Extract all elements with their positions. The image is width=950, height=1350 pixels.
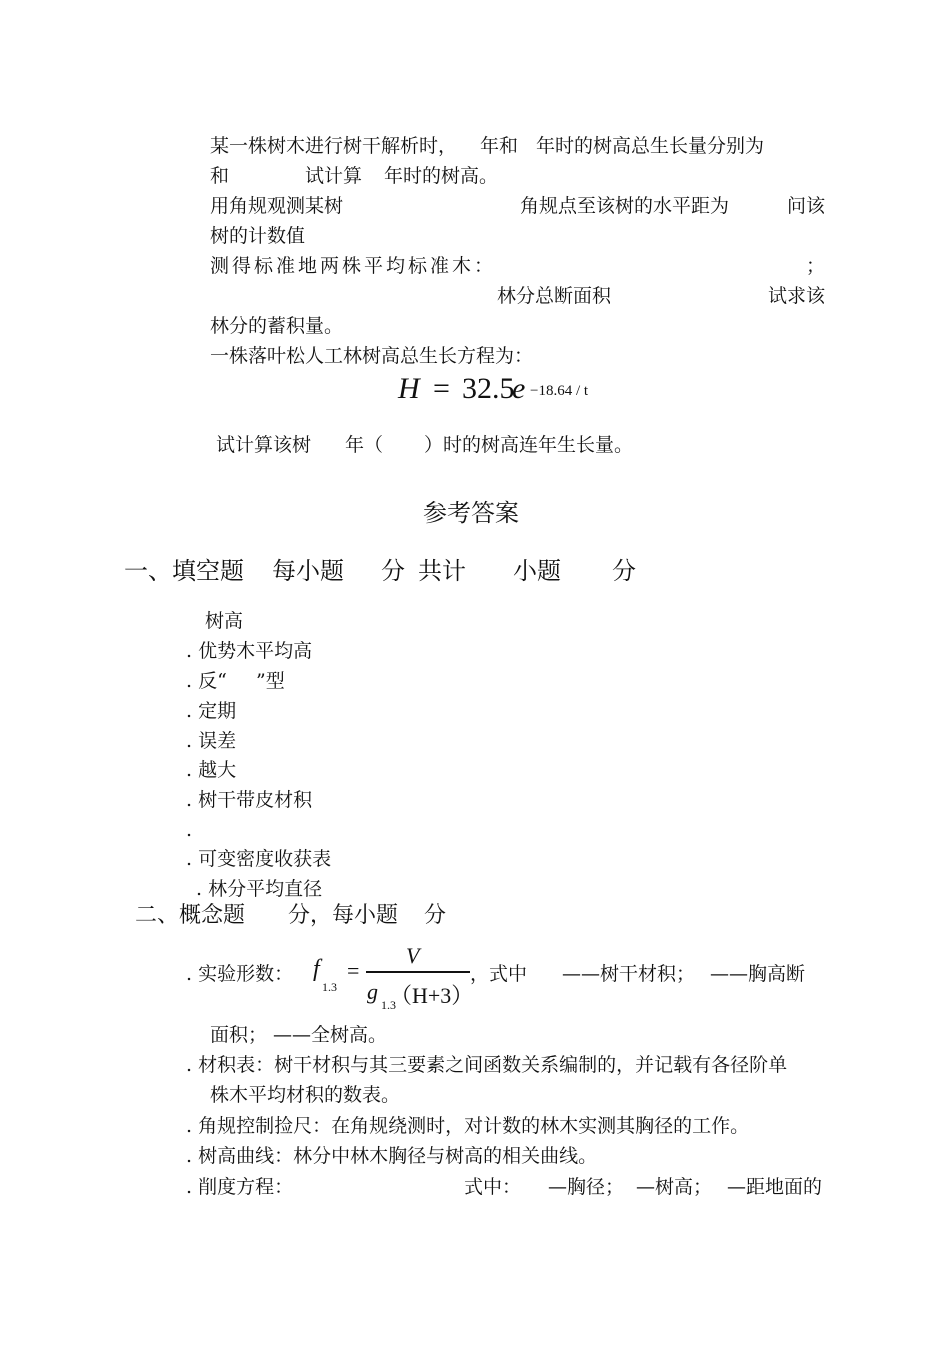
concept1-volume: ——树干材积；: [562, 963, 696, 985]
concept5-e: —距地面的: [727, 1176, 823, 1198]
section1-per-item: 每小题: [272, 557, 344, 585]
fill-answer-7: . 树干带皮材积: [186, 789, 313, 811]
concept5-b: 式中：: [464, 1176, 522, 1198]
concept1-line2: 面积； ——全树高。: [210, 1024, 388, 1046]
problem1-line1-a: 某一株树木进行树干解析时，: [210, 135, 458, 157]
fill-answer-2: . 优势木平均高: [186, 640, 313, 662]
problem4-line2-c: ）时的树高连年生长量。: [424, 434, 634, 456]
equation-base: e: [512, 372, 526, 405]
section2-points: 分: [424, 903, 447, 928]
fill-answer-8: .: [186, 819, 193, 841]
fraction-bar: [366, 971, 470, 973]
problem3-line1-b: ；: [806, 255, 826, 277]
problem3-line2-b: 试求该: [768, 285, 826, 307]
problem1-line2-a: 和: [210, 165, 230, 187]
problem2-line2: 树的计数值: [210, 225, 306, 247]
section1-total: 共计: [418, 557, 466, 585]
formula-f: f: [313, 956, 320, 982]
problem1-line1-b: 年和: [480, 135, 519, 157]
concept5-c: —胸径；: [548, 1176, 625, 1198]
problem4-line1: 一株落叶松人工林树高总生长方程为：: [210, 345, 534, 367]
problem4-line2-b: 年（: [345, 434, 384, 456]
problem3-line2-a: 林分总断面积: [497, 285, 612, 307]
formula-denominator-subscript: 1.3: [381, 998, 396, 1012]
problem2-line1-b: 角规点至该树的水平距为: [520, 195, 730, 217]
formula-equals: =: [347, 958, 360, 983]
concept5-a: . 削度方程：: [186, 1176, 294, 1198]
equation-coefficient: 32.5: [462, 372, 515, 405]
formula-numerator: V: [406, 943, 420, 968]
fill-answer-10: . 林分平均直径: [196, 878, 323, 900]
problem3-line1-a: 测得标准地两株平均标准木：: [210, 255, 497, 277]
concept1-prefix: . 实验形数：: [186, 963, 294, 985]
problem3-line3: 林分的蓄积量。: [210, 315, 344, 337]
section2-per-item: 分，每小题: [288, 903, 399, 928]
section1-title: 一、填空题: [124, 557, 244, 585]
formula-f-subscript: 1.3: [322, 980, 337, 994]
equation-exponent: −18.64 / t: [530, 383, 589, 399]
fill-answer-5: . 误差: [186, 730, 237, 752]
concept5-d: —树高；: [636, 1176, 713, 1198]
problem2-line1-a: 用角规观测某树: [210, 195, 344, 217]
section1-items: 小题: [513, 557, 561, 585]
problem2-line1-c: 问该: [787, 195, 826, 217]
concept1-where: ，式中: [470, 963, 528, 985]
concept3: . 角规控制捡尺：在角规绕测时，对计数的林木实测其胸径的工作。: [186, 1115, 750, 1137]
concept4: . 树高曲线：林分中林木胸径与树高的相关曲线。: [186, 1145, 598, 1167]
section2-title: 二、概念题: [135, 903, 246, 928]
formula-denominator-g: g: [367, 979, 378, 1004]
fill-answer-4: . 定期: [186, 700, 237, 722]
fill-answer-1: 树高: [205, 610, 244, 632]
equation-lhs: H: [398, 372, 420, 405]
section1-points: 分: [381, 557, 405, 585]
section1-total-points: 分: [612, 557, 636, 585]
concept2-line2: 株木平均材积的数表。: [210, 1084, 401, 1106]
problem1-line2-b: 试计算: [305, 165, 363, 187]
fill-answer-9: . 可变密度收获表: [186, 848, 332, 870]
problem4-line2-a: 试计算该树: [216, 434, 312, 456]
fill-answer-3b: ”型: [256, 670, 285, 692]
fill-answer-3a: . 反“: [186, 670, 227, 692]
problem1-line2-c: 年时的树高。: [384, 165, 499, 187]
answers-title: 参考答案: [423, 499, 519, 527]
formula-denominator-rest: （H+3）: [390, 983, 474, 1008]
problem1-line1-c: 年时的树高总生长量分别为: [536, 135, 765, 157]
equation-equals: =: [433, 372, 450, 405]
concept1-basal-area: ——胸高断: [710, 963, 806, 985]
concept2-line1: . 材积表：树干材积与其三要素之间函数关系编制的，并记载有各径阶单: [186, 1054, 788, 1076]
fill-answer-6: . 越大: [186, 759, 237, 781]
